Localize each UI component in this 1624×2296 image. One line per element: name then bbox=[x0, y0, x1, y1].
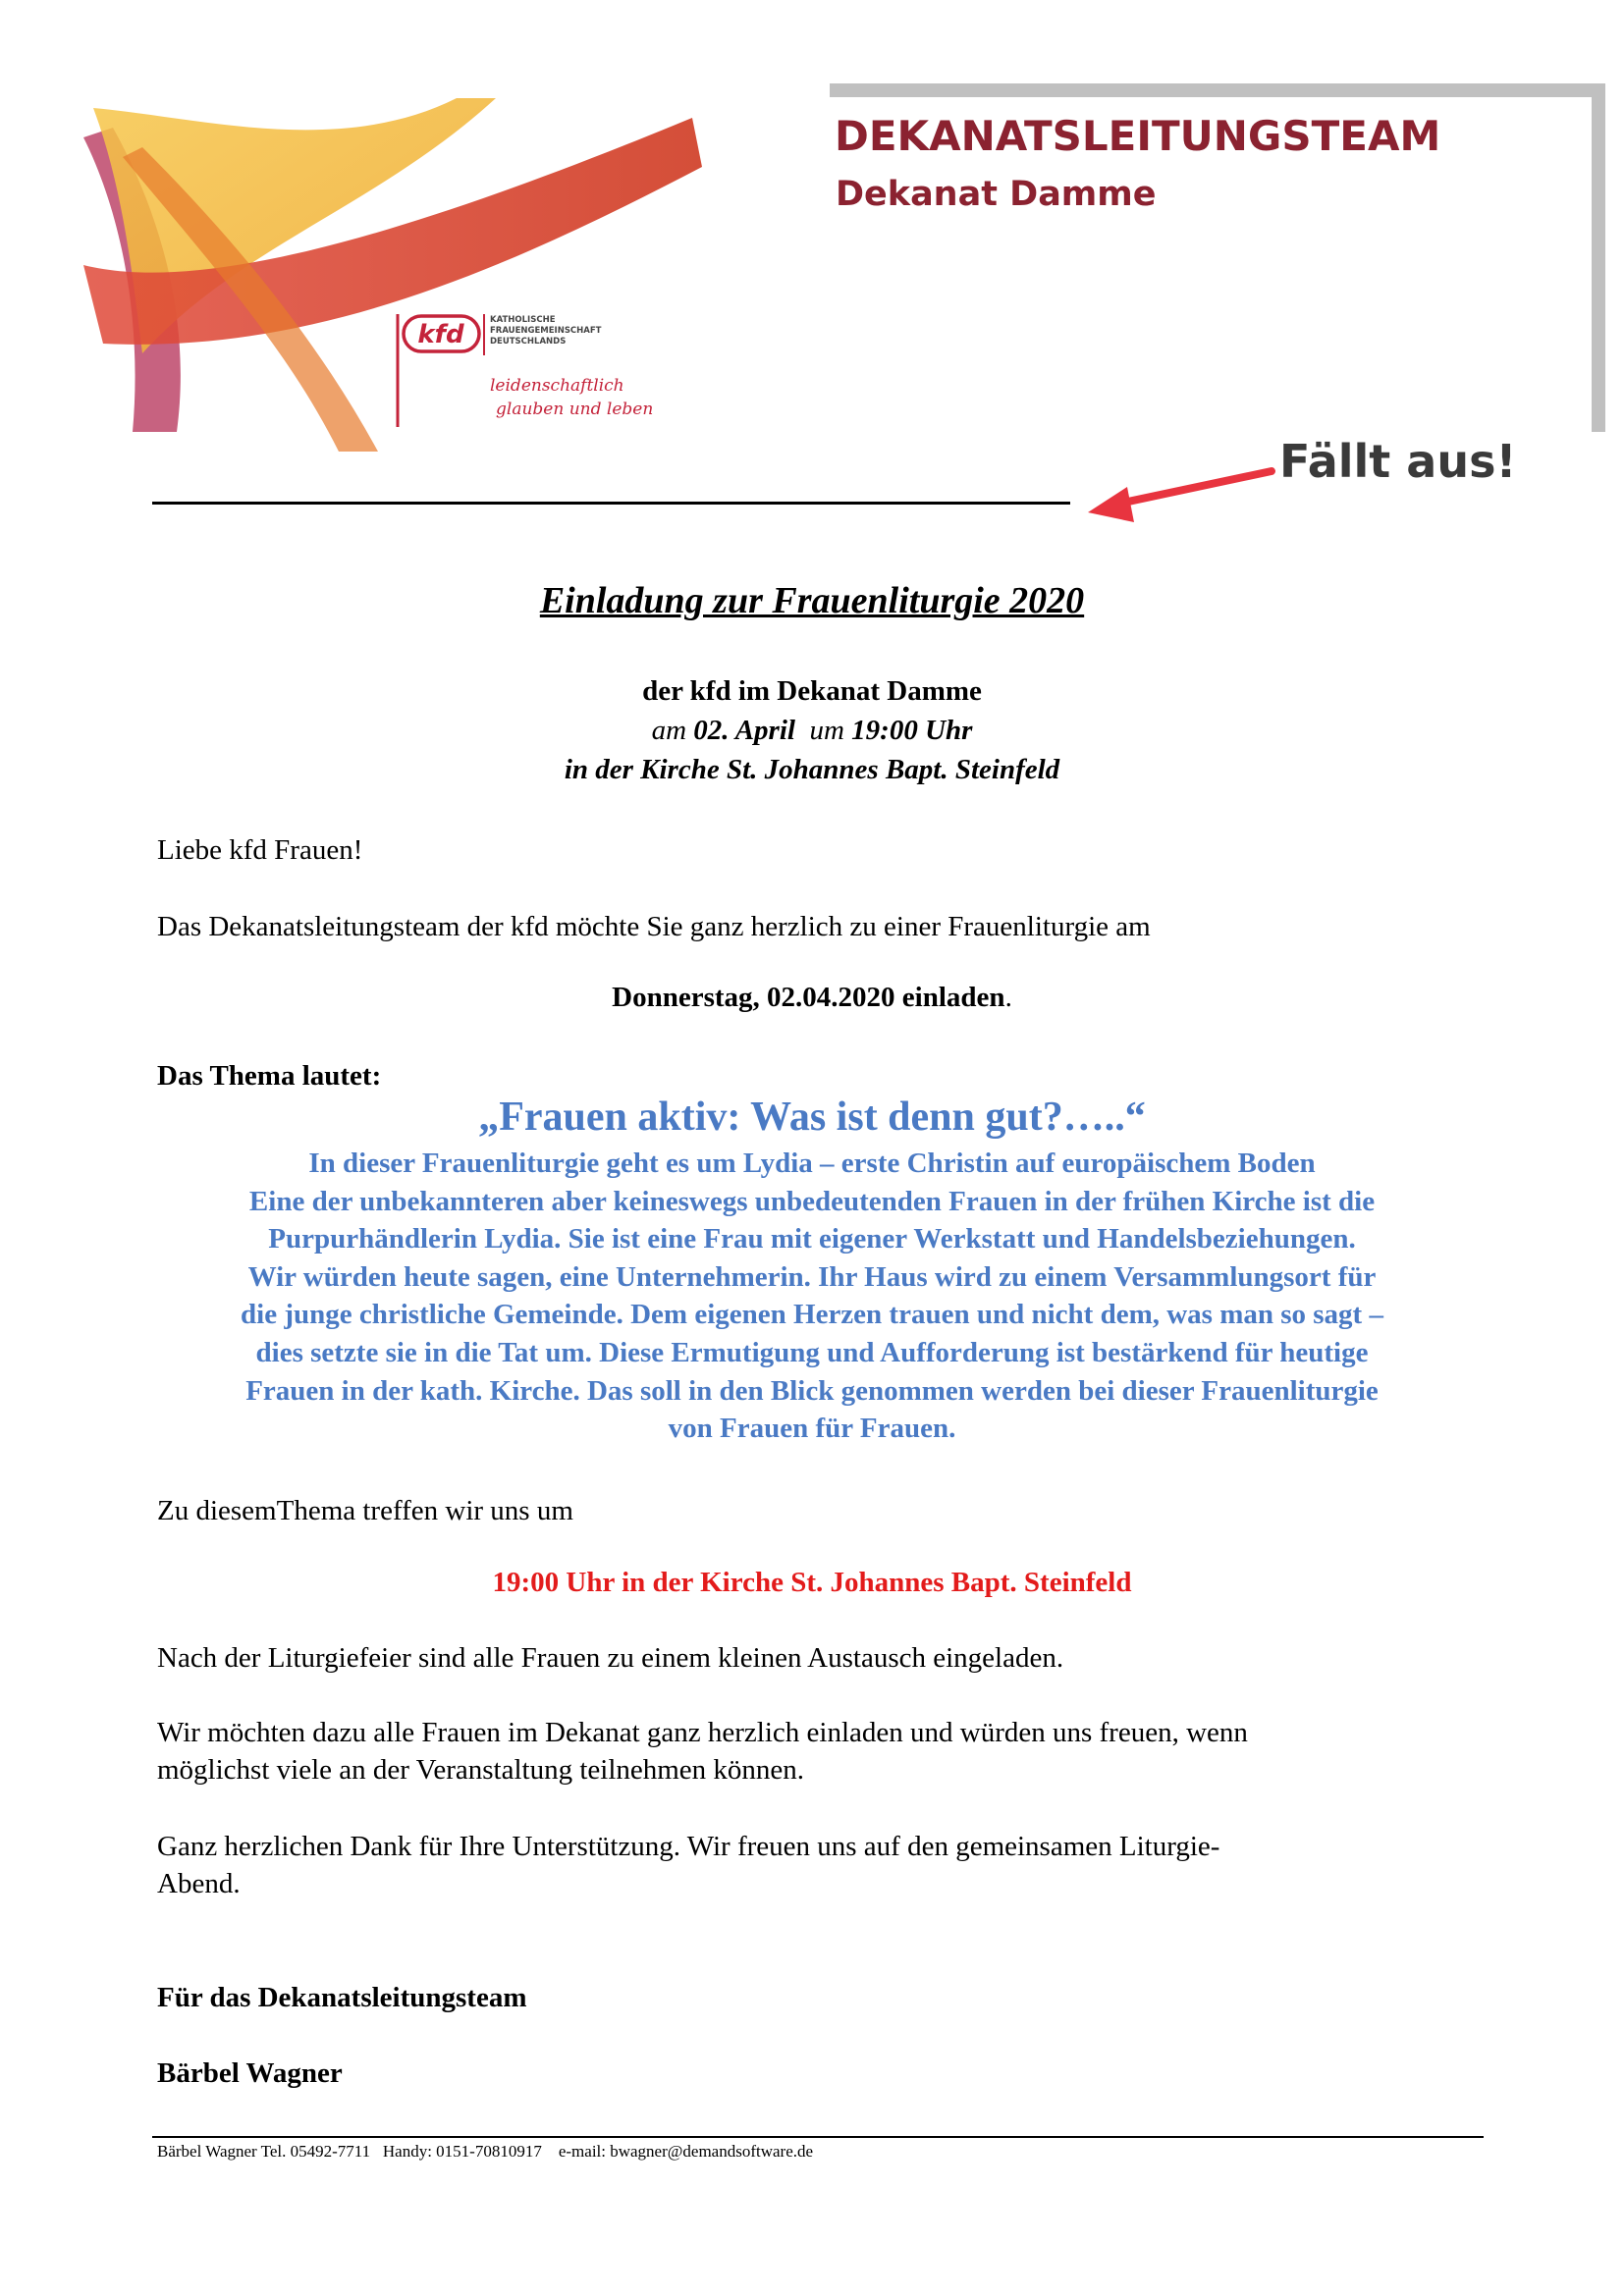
thanks-line: Abend. bbox=[157, 1868, 241, 1899]
subheading-org: der kfd im Dekanat Damme bbox=[642, 675, 982, 707]
kfd-org-line-3: DEUTSCHLANDS bbox=[490, 337, 567, 347]
signature-team: Für das Dekanatsleitungsteam bbox=[157, 1982, 527, 2013]
footer-contact: Bärbel Wagner Tel. 05492-7711 Handy: 0151-70810917 e-mail: bwagner@demandsoftware.de bbox=[157, 2142, 814, 2161]
kfd-logo-text: kfd bbox=[417, 320, 464, 349]
date-line-bold: Donnerstag, 02.04.2020 einladen bbox=[612, 982, 1005, 1013]
time-prefix: um bbox=[794, 715, 852, 746]
kfd-org-line-1: KATHOLISCHE bbox=[490, 315, 556, 325]
theme-line: die junge christliche Gemeinde. Dem eigenen Herzen trauen und nicht dem, was man so sagt – bbox=[241, 1299, 1383, 1331]
date-prefix: am bbox=[651, 715, 694, 746]
kfd-org-line-2: FRAUENGEMEINSCHAFT bbox=[490, 326, 602, 336]
org-title: DEKANATSLEITUNGSTEAM bbox=[835, 112, 1441, 160]
theme-line: dies setzte sie in die Tat um. Diese Ermutigung und Aufforderung ist bestärkend für heutige bbox=[255, 1336, 1369, 1368]
footer-divider bbox=[152, 2136, 1484, 2138]
theme-label: Das Thema lautet: bbox=[157, 1060, 382, 1092]
event-date: 02. April bbox=[693, 715, 795, 746]
greeting: Liebe kfd Frauen! bbox=[157, 834, 363, 866]
page-title: Einladung zur Frauenliturgie 2020 bbox=[539, 580, 1085, 621]
theme-line: Eine der unbekannteren aber keineswegs unbedeutenden Frauen in der frühen Kirche ist die bbox=[248, 1185, 1376, 1217]
org-subtitle: Dekanat Damme bbox=[836, 175, 1157, 214]
subheading-date bbox=[0, 715, 1624, 747]
kfd-slogan-1: leidenschaftlich bbox=[490, 376, 624, 396]
header-frame-top bbox=[830, 83, 1605, 97]
theme-line: Purpurhändlerin Lydia. Sie ist eine Frau mit eigener Werkstatt und Handelsbeziehungen. bbox=[268, 1223, 1356, 1255]
subheading-location: in der Kirche St. Johannes Bapt. Steinfeld bbox=[564, 754, 1060, 785]
theme-line: Frauen in der kath. Kirche. Das soll in den Blick genommen werden bei dieser Frauenliturgie bbox=[245, 1374, 1379, 1407]
thanks-line: Ganz herzlichen Dank für Ihre Unterstützung. Wir freuen uns auf den gemeinsamen Liturgie- bbox=[157, 1831, 1220, 1862]
kfd-mark bbox=[398, 314, 653, 427]
thanks-text bbox=[157, 1828, 1492, 1902]
invite-text bbox=[157, 1714, 1492, 1789]
after-liturgy-text: Nach der Liturgiefeier sind alle Frauen zu einem kleinen Austausch eingeladen. bbox=[157, 1642, 1064, 1674]
theme-description bbox=[147, 1145, 1477, 1448]
theme-line: In dieser Frauenliturgie geht es um Lydia – erste Christin auf europäischem Boden bbox=[308, 1148, 1316, 1179]
invite-line: Wir möchten dazu alle Frauen im Dekanat ganz herzlich einladen und würden uns freuen, wenn bbox=[157, 1717, 1248, 1748]
intro-text: Das Dekanatsleitungsteam der kfd möchte Sie ganz herzlich zu einer Frauenliturgie am bbox=[157, 911, 1151, 942]
kfd-logo bbox=[83, 98, 702, 452]
theme-title: „Frauen aktiv: Was ist denn gut?…..“ bbox=[478, 1095, 1146, 1140]
event-time: 19:00 Uhr bbox=[851, 715, 973, 746]
red-arrow-icon bbox=[1080, 442, 1276, 530]
theme-line: Wir würden heute sagen, eine Unternehmerin. Ihr Haus wird zu einem Versammlungsort für bbox=[247, 1260, 1377, 1293]
meeting-place: 19:00 Uhr in der Kirche St. Johannes Bapt. Steinfeld bbox=[492, 1567, 1132, 1598]
header-divider bbox=[152, 502, 1070, 505]
meeting-intro: Zu diesemThema treffen wir uns um bbox=[157, 1495, 573, 1526]
date-line-end: . bbox=[1004, 982, 1012, 1013]
theme-line: von Frauen für Frauen. bbox=[668, 1413, 956, 1445]
cancelled-notice: Fällt aus! bbox=[1279, 435, 1517, 488]
invite-line: möglichst viele an der Veranstaltung teilnehmen können. bbox=[157, 1754, 805, 1786]
header-frame-right bbox=[1592, 83, 1605, 432]
kfd-slogan-2: glauben und leben bbox=[496, 400, 654, 419]
date-line bbox=[0, 982, 1624, 1014]
signature-name: Bärbel Wagner bbox=[157, 2057, 343, 2089]
